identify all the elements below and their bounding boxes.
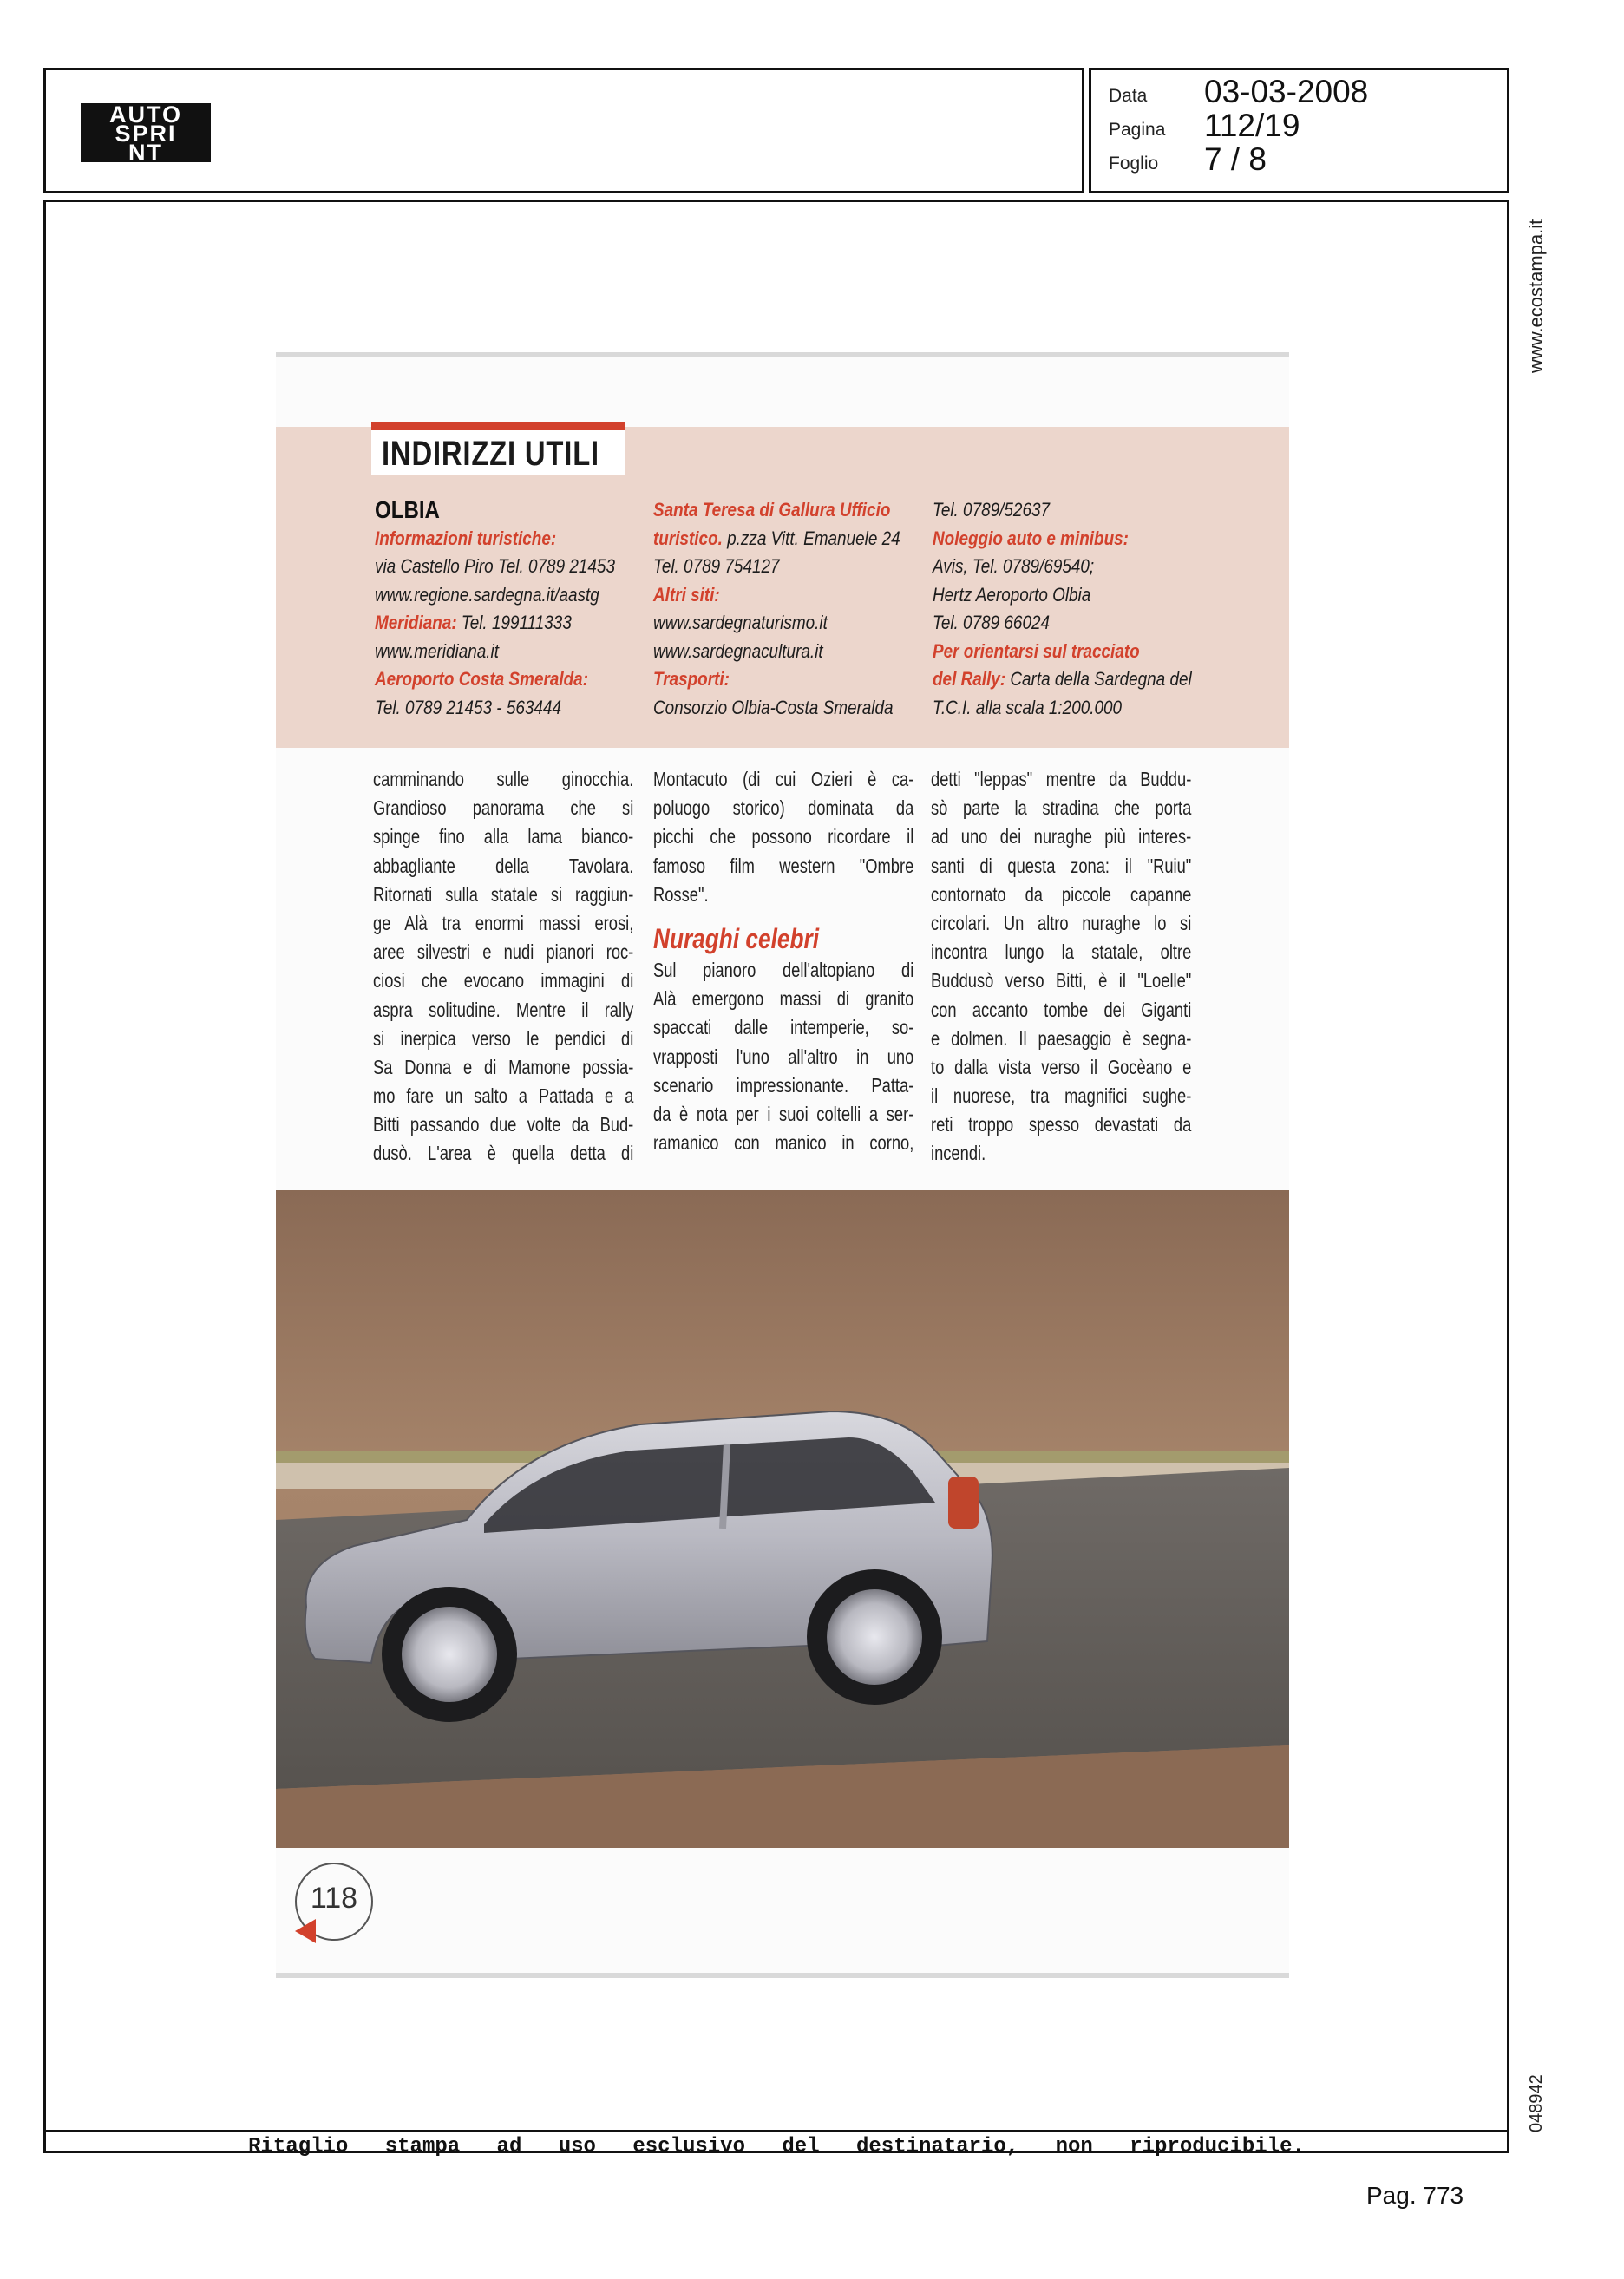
info-line: Hertz Aeroporto Olbia xyxy=(933,583,1091,606)
masthead-box xyxy=(43,68,1084,193)
info-line: del Rally: Carta della Sardegna del xyxy=(933,668,1192,690)
body-line: camminando sulle ginocchia. xyxy=(373,768,634,790)
info-line-label: del Rally: xyxy=(933,668,1006,690)
body-line: poluogo storico) dominata da xyxy=(653,796,914,820)
clipping-meta-box xyxy=(1089,68,1509,193)
body-line: si inerpica verso le pendici di xyxy=(373,1026,634,1050)
pagina-value: 112/19 xyxy=(1204,108,1300,143)
city-heading: OLBIA xyxy=(375,496,440,523)
info-line: Noleggio auto e minibus: xyxy=(933,527,1129,549)
info-line: turistico. p.zza Vitt. Emanuele 24 xyxy=(653,527,900,549)
body-line: ciosi che evocano immagini di xyxy=(373,969,634,992)
info-box-title xyxy=(371,422,625,475)
section-subhead: Nuraghi celebri xyxy=(653,922,820,954)
footer-disclaimer: Ritaglio stampa ad uso esclusivo del destinatario, non riproducibile. xyxy=(248,2135,1305,2158)
info-line: Trasporti: xyxy=(653,668,730,690)
body-line: Bitti passando due volte da Bud- xyxy=(373,1113,634,1136)
info-line: www.sardegnaturismo.it xyxy=(653,612,828,633)
body-line: vrapposti l'uno all'altro in uno xyxy=(653,1045,914,1068)
body-line: circolari. Un altro nuraghe lo si xyxy=(931,911,1192,934)
foglio-value: 7 / 8 xyxy=(1204,141,1267,177)
info-line: Informazioni turistiche: xyxy=(375,527,557,549)
car-taillight xyxy=(948,1477,979,1529)
car-pillar xyxy=(723,1444,727,1529)
body-line: reti troppo spesso devastati da xyxy=(931,1113,1192,1136)
info-line: Tel. 0789/52637 xyxy=(933,499,1051,521)
body-line: aree silvestri e nudi pianori roc- xyxy=(373,940,634,964)
body-line: Buddusò verso Bitti, è il "Loelle" xyxy=(931,969,1192,992)
foglio-label: Foglio xyxy=(1109,154,1159,174)
date-value: 03-03-2008 xyxy=(1204,74,1369,109)
ecostampa-url: www.ecostampa.it xyxy=(1525,219,1547,373)
info-line: Tel. 0789 66024 xyxy=(933,612,1051,633)
page-arrow-icon xyxy=(295,1919,316,1943)
info-line-label: turistico. xyxy=(653,527,723,549)
body-line: contornato da piccole capanne xyxy=(931,882,1192,906)
body-column-2 xyxy=(653,765,914,1157)
magazine-page-number: 118 xyxy=(310,1882,358,1915)
body-line: mo fare un salto a Pattada e a xyxy=(373,1084,634,1108)
body-line: sò parte la stradina che porta xyxy=(931,796,1192,820)
info-line-label: Meridiana: xyxy=(375,612,457,633)
scanned-article xyxy=(276,357,1289,1973)
info-column-3 xyxy=(933,496,1192,722)
body-column-1 xyxy=(373,765,633,1169)
body-line: to dalla vista verso il Gocèano e xyxy=(931,1055,1192,1078)
info-line: Tel. 0789 754127 xyxy=(653,555,780,577)
body-line: spinge fino alla lama bianco- xyxy=(373,825,634,848)
page-number: Pag. 773 xyxy=(1366,2182,1464,2209)
body-line: dusò. L'area è quella detta di xyxy=(373,1142,634,1165)
logo-line-3: NT xyxy=(128,140,163,166)
body-line: scenario impressionante. Patta- xyxy=(653,1073,914,1097)
rear-rim xyxy=(827,1589,922,1685)
body-line: ad uno dei nuraghe più interes- xyxy=(931,825,1192,848)
clipping-code: 048942 xyxy=(1527,2074,1546,2132)
body-line: incendi. xyxy=(931,1142,986,1165)
body-column-3 xyxy=(931,765,1191,1169)
body-line: Grandioso panorama che si xyxy=(373,796,634,820)
info-line: www.regione.sardegna.it/aastg xyxy=(375,583,599,606)
date-label: Data xyxy=(1109,86,1148,106)
info-line: www.meridiana.it xyxy=(375,639,500,662)
body-line: ramanico con manico in corno, xyxy=(653,1131,914,1155)
car-photo xyxy=(276,1190,1289,1848)
pagina-label: Pagina xyxy=(1109,120,1166,140)
info-line: Per orientarsi sul tracciato xyxy=(933,639,1140,662)
body-line: da è nota per i suoi coltelli a ser- xyxy=(653,1102,914,1125)
info-column-1 xyxy=(375,496,626,722)
body-line: Sa Donna e di Mamone possia- xyxy=(373,1055,634,1078)
front-rim xyxy=(402,1607,497,1702)
info-line: Tel. 0789 21453 - 563444 xyxy=(375,696,561,718)
body-line: spaccati dalle intemperie, so- xyxy=(653,1016,914,1039)
info-line: Avis, Tel. 0789/69540; xyxy=(933,555,1095,577)
body-line: picchi che possono ricordare il xyxy=(653,825,914,848)
info-line: T.C.I. alla scala 1:200.000 xyxy=(933,696,1123,718)
body-line: Ritornati sulla statale si raggiun- xyxy=(373,882,634,906)
info-box-title-text: INDIRIZZI UTILI xyxy=(382,435,599,473)
info-line: www.sardegnacultura.it xyxy=(653,639,823,662)
body-line: Sul pianoro dell'altopiano di xyxy=(653,958,914,981)
body-line: famoso film western "Ombre xyxy=(653,854,914,877)
logo-line-2: SPRI xyxy=(115,121,177,147)
info-line: Altri siti: xyxy=(653,583,720,606)
body-line: abbagliante della Tavolara. xyxy=(373,854,634,877)
info-line: Santa Teresa di Gallura Ufficio xyxy=(653,499,891,521)
body-line: aspra solitudine. Mentre il rally xyxy=(373,998,634,1021)
autosprint-logo xyxy=(81,102,211,166)
body-line: il nuorese, tra magnifici sughe- xyxy=(931,1084,1192,1108)
body-line: con accanto tombe dei Giganti xyxy=(931,998,1192,1021)
body-line: Montacuto (di cui Ozieri è ca- xyxy=(653,768,914,790)
info-line: Aeroporto Costa Smeralda: xyxy=(375,668,589,690)
info-line: Meridiana: Tel. 199111333 xyxy=(375,612,572,633)
body-line: e dolmen. Il paesaggio è segna- xyxy=(931,1026,1192,1050)
body-line: Rosse". xyxy=(653,882,709,906)
logo-line-1: AUTO xyxy=(108,102,182,128)
body-line: santi di questa zona: il "Ruiu" xyxy=(931,854,1192,877)
info-column-2 xyxy=(653,496,905,722)
body-line: Alà emergono massi di granito xyxy=(653,987,914,1011)
info-line: via Castello Piro Tel. 0789 21453 xyxy=(375,555,615,577)
footer-divider xyxy=(43,2130,1509,2132)
info-line: Consorzio Olbia-Costa Smeralda xyxy=(653,696,894,718)
body-line: incontra lungo la statale, oltre xyxy=(931,940,1192,964)
body-line: detti "leppas" mentre da Buddu- xyxy=(931,768,1192,790)
body-line: ge Alà tra enormi massi erosi, xyxy=(373,911,634,934)
